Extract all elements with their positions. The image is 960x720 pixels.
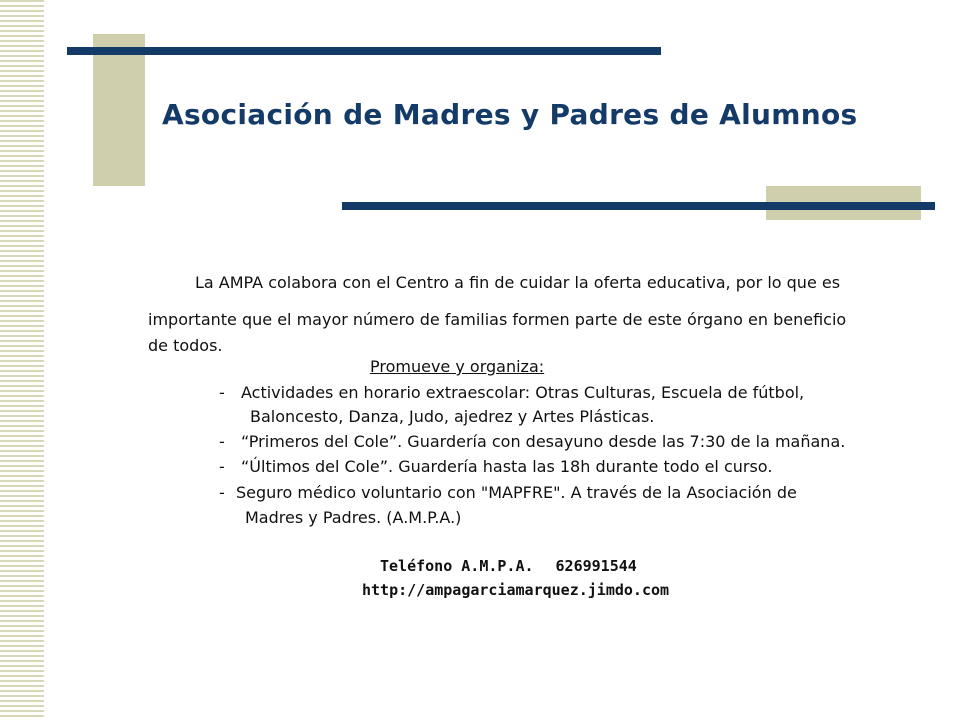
- intro-line-3: de todos.: [148, 336, 223, 355]
- page-title: Asociación de Madres y Padres de Alumnos: [162, 98, 858, 131]
- list-item-extracurricular: [219, 383, 804, 402]
- list-item-text: “Primeros del Cole”. Guardería con desayuno desde las 7:30 de la mañana.: [241, 432, 846, 451]
- intro-line-2: importante que el mayor número de familias formen parte de este órgano en beneficio: [148, 310, 847, 329]
- list-item-continuation: Madres y Padres. (A.M.P.A.): [245, 508, 462, 527]
- list-item-ultimos: [219, 457, 772, 476]
- phone-label: Teléfono A.M.P.A.: [380, 557, 534, 575]
- list-item-primeros: [219, 432, 845, 451]
- contact-url: http://ampagarciamarquez.jimdo.com: [362, 581, 670, 599]
- phone-number: 626991544: [555, 557, 637, 575]
- contact-phone: [380, 557, 637, 575]
- list-marker: -: [219, 432, 225, 451]
- list-item-text: “Últimos del Cole”. Guardería hasta las 18h durante todo el curso.: [241, 457, 773, 476]
- list-marker: -: [219, 383, 225, 402]
- intro-line-1: La AMPA colabora con el Centro a fin de cuidar la oferta educativa, por lo que es: [195, 273, 841, 292]
- list-marker: -: [219, 483, 225, 502]
- list-item-text: Actividades en horario extraescolar: Otras Culturas, Escuela de fútbol,: [241, 383, 805, 402]
- list-marker: -: [219, 457, 225, 476]
- list-item-text: Seguro médico voluntario con "MAPFRE". A través de la Asociación de: [236, 483, 797, 502]
- list-item-seguro: [219, 483, 797, 502]
- list-item-continuation: Baloncesto, Danza, Judo, ajedrez y Artes Plásticas.: [250, 407, 655, 426]
- section-heading: Promueve y organiza:: [370, 357, 545, 376]
